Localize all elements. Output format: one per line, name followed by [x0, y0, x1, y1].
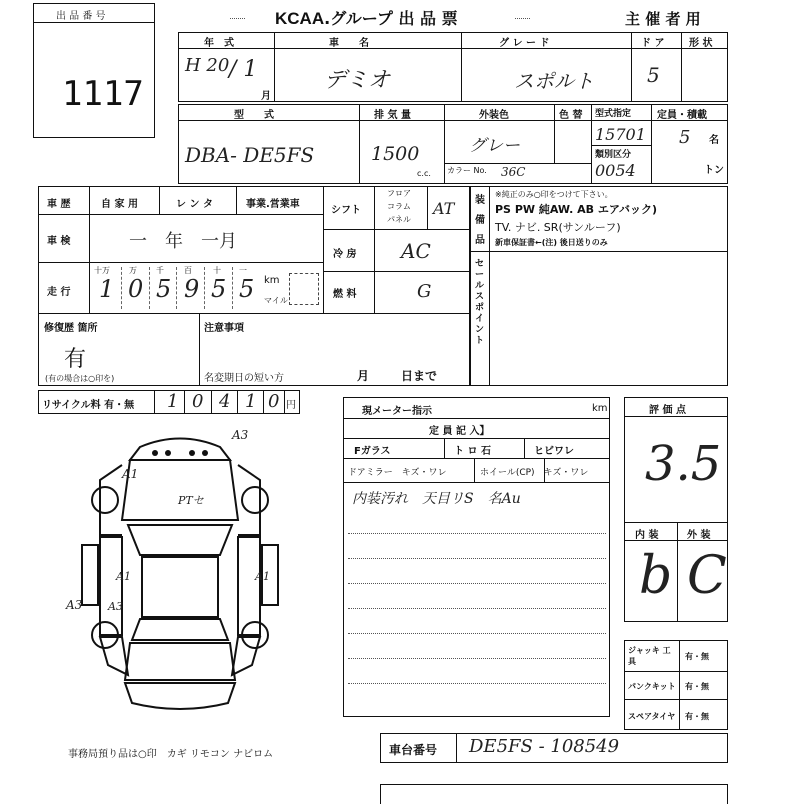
- year-era: H 20: [185, 55, 230, 76]
- mileage-digit-2: 0: [128, 275, 144, 303]
- equipment-label: 装 備 品: [475, 195, 485, 246]
- type-designation-label: 型式指定: [595, 109, 632, 119]
- accessory-box: [624, 640, 728, 730]
- damage-mark-a3-left: A3: [66, 598, 83, 612]
- puncture-yesno[interactable]: 有・無: [685, 682, 709, 691]
- car-name-label: 車 名: [329, 38, 369, 49]
- mile-unit: マイル: [264, 296, 288, 305]
- model-value: DBA- DE5FS: [185, 143, 315, 167]
- glass-chips: ト ロ 石: [454, 446, 491, 457]
- history-commercial: 事業.営業車: [246, 199, 300, 210]
- history-rental: レ ン タ: [176, 199, 213, 210]
- inspection-value: 一 年 一月: [129, 231, 237, 252]
- cc-unit: c.c.: [417, 169, 431, 178]
- history-label: 車 歴: [47, 199, 71, 210]
- row-model-info: [178, 104, 728, 184]
- inspector-box: [343, 397, 610, 717]
- equipment-line-2: TV. ナビ. SR(サンルーフ): [495, 221, 621, 234]
- organizer-label: 主 催 者 用: [625, 10, 701, 28]
- damage-mark-a1-right: A1: [255, 570, 270, 583]
- diagram-note: PTセ: [178, 494, 204, 507]
- year-label: 年 式: [204, 38, 234, 49]
- equipment-box: [470, 186, 728, 386]
- form-title: .グループ 出 品 票: [324, 9, 458, 28]
- color-value: グレー: [469, 136, 520, 156]
- lot-number: 1117: [62, 74, 144, 114]
- type-number: 15701: [595, 125, 646, 144]
- displacement-label: 排 気 量: [374, 110, 411, 121]
- displacement-value: 1500: [371, 143, 420, 165]
- unit-100k: 十万: [94, 266, 110, 275]
- mileage-digit-3: 5: [156, 275, 172, 303]
- chassis-number: DE5FS - 108549: [469, 736, 620, 757]
- lot-number-label: 出 品 番 号: [56, 11, 106, 22]
- shift-column: コラム: [387, 202, 411, 211]
- category-number: 0054: [595, 161, 636, 180]
- shift-floor: フロア: [387, 189, 411, 198]
- office-items-note: 事務局預り品は○印 カギ リモコン ナビロム: [68, 749, 274, 760]
- doors-value: 5: [647, 63, 660, 87]
- recycle-digit-2: 0: [192, 391, 204, 412]
- row-basic-info: [178, 32, 728, 102]
- jack-yesno[interactable]: 有・無: [685, 652, 709, 661]
- ton-unit: トン: [704, 165, 724, 176]
- meter-km: km: [592, 403, 608, 414]
- grade-label: グ レ ー ド: [499, 38, 550, 49]
- exterior-grade: C: [687, 546, 727, 606]
- unit-1: 一: [239, 266, 247, 275]
- deadline-month: 月: [357, 369, 370, 383]
- car-name: デミオ: [324, 68, 391, 93]
- year-month: / 1: [229, 57, 258, 82]
- meter-label: 現メーター指示: [362, 406, 432, 417]
- jack-label: ジャッキ 工 具: [628, 646, 671, 666]
- capacity-value: 5: [679, 127, 691, 148]
- ac-value: AC: [401, 239, 431, 263]
- mirror-label: ドアミラー キズ・ワレ: [348, 468, 447, 478]
- unit-1k: 千: [156, 266, 164, 275]
- mile-checkbox[interactable]: [289, 273, 319, 305]
- deadline-day: 日まで: [401, 369, 438, 383]
- caution-label: 注意事項: [204, 323, 244, 334]
- spare-yesno[interactable]: 有・無: [685, 712, 709, 721]
- color-label: 外装色: [479, 110, 509, 121]
- repair-value: 有: [64, 347, 87, 372]
- fuel-label: 燃 料: [333, 289, 357, 300]
- rating-score: 3.5: [645, 436, 722, 492]
- chassis-row: [380, 733, 728, 763]
- transfer-deadline-label: 名変期日の短い方: [204, 373, 284, 384]
- header-title: [275, 6, 458, 29]
- fuel-value: G: [417, 281, 432, 302]
- ac-label: 冷 房: [333, 249, 357, 260]
- color-number: 36C: [501, 165, 526, 179]
- mileage-digit-6: 5: [239, 275, 255, 303]
- recycle-row: [38, 390, 300, 414]
- color-number-prefix: カラー No.: [447, 166, 487, 175]
- glass-label: Fガラス: [354, 446, 391, 457]
- glass-crack: ヒビワレ: [534, 446, 574, 457]
- recycle-digit-4: 1: [245, 391, 257, 412]
- damage-mark-a1-front: A1: [122, 467, 139, 481]
- mileage-label: 走 行: [47, 287, 71, 298]
- inspector-remarks: 内装汚れ 天目リS 名Au: [352, 491, 521, 507]
- damage-mark-a1-left: A1: [116, 570, 131, 583]
- shift-panel: パネル: [387, 215, 411, 224]
- brand-logo: KCAA: [275, 9, 325, 28]
- repair-label: 修復歴 箇所: [44, 323, 98, 334]
- interior-grade: b: [639, 546, 673, 606]
- chassis-label: 車台番号: [389, 743, 438, 757]
- shift-value: AT: [433, 199, 455, 218]
- capacity-unit: 名: [709, 135, 719, 146]
- mileage-digit-1: 1: [99, 275, 115, 303]
- shift-label: シフト: [331, 205, 361, 216]
- spare-tire-label: スペアタイヤ: [628, 712, 676, 721]
- unit-10k: 万: [129, 266, 137, 275]
- bottom-partial-box: [380, 784, 728, 804]
- equipment-note: ※純正のみ○印をつけて下さい。: [495, 190, 613, 199]
- yen-unit: 円: [286, 400, 296, 411]
- mileage-digit-4: 9: [184, 275, 200, 303]
- rating-label: 評 価 点: [649, 405, 686, 416]
- damage-mark-a3-top: A3: [232, 428, 249, 442]
- color-change-label: 色 替: [559, 110, 583, 121]
- grade-value: スポルト: [514, 69, 594, 93]
- rating-box: [624, 397, 728, 622]
- damage-mark-a3-rear: A3: [108, 600, 123, 613]
- km-unit: km: [264, 275, 280, 286]
- mileage-digit-5: 5: [211, 275, 227, 303]
- recycle-label: リサイクル料 有・無: [42, 400, 135, 411]
- interior-label: 内 装: [635, 530, 659, 541]
- history-table: [38, 186, 470, 386]
- wheel-label: ホイール(CP) キズ・ワレ: [480, 468, 589, 478]
- recycle-digit-5: 0: [268, 391, 280, 412]
- doors-label: ド ア: [641, 38, 665, 49]
- equipment-line-1: PS PW 純AW. AB エアバック): [495, 203, 657, 216]
- repair-note: (有の場合は○印を): [45, 374, 115, 383]
- category-label: 類別区分: [595, 150, 632, 160]
- unit-10: 十: [213, 266, 221, 275]
- equipment-line-3: 新車保証書←(注) 後日送りのみ: [495, 238, 608, 247]
- recycle-digit-3: 4: [219, 391, 231, 412]
- capacity-label: 定員・積載: [657, 110, 707, 121]
- history-private: 自 家 用: [101, 199, 138, 210]
- recycle-digit-1: 1: [167, 391, 179, 412]
- sales-point-label: セールスポイント: [475, 259, 485, 346]
- capacity-note: 定 員 記 入】: [429, 426, 490, 437]
- month-suffix: 月: [261, 91, 271, 102]
- unit-100: 百: [184, 266, 192, 275]
- shape-label: 形 状: [689, 38, 713, 49]
- model-label: 型 式: [234, 110, 274, 121]
- lot-number-box: [33, 3, 155, 138]
- puncture-kit-label: パンクキット: [628, 682, 676, 691]
- inspection-label: 車 検: [47, 236, 71, 247]
- exterior-label: 外 装: [687, 530, 711, 541]
